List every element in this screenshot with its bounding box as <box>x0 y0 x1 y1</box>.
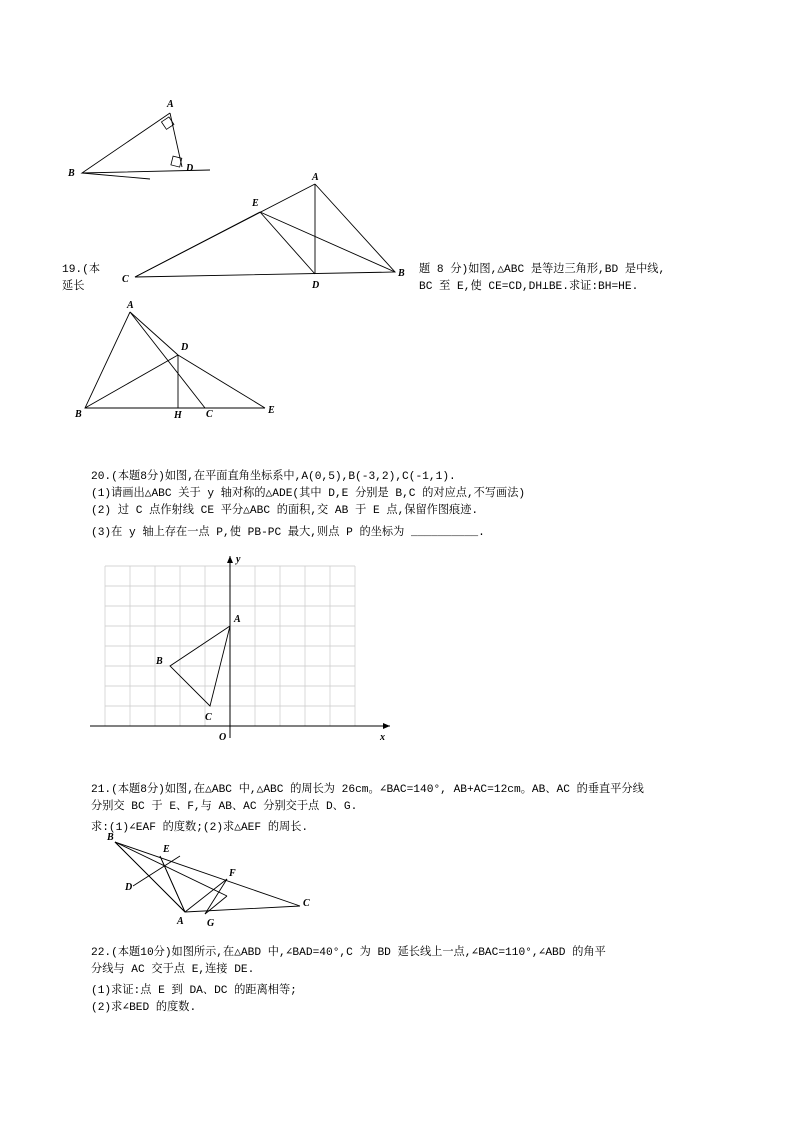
svg-text:y: y <box>236 554 241 565</box>
q20-line-4: (3)在 y 轴上存在一点 P,使 PB-PC 最大,则点 P 的坐标为 __________. <box>91 527 485 539</box>
q20-line-1: 20.(本题8分)如图,在平面直角坐标系中,A(0,5),B(-3,2),C(-1,1). <box>91 471 456 483</box>
svg-text:D: D <box>181 342 189 353</box>
svg-text:A: A <box>234 614 241 625</box>
svg-text:O: O <box>219 732 227 743</box>
figure-19c <box>75 300 295 420</box>
q22-line-4: (2)求∠BED 的度数. <box>91 1002 197 1014</box>
svg-text:A: A <box>312 172 319 183</box>
q19-number: 19.(本 <box>62 264 101 276</box>
svg-text:C: C <box>206 409 213 420</box>
svg-text:B: B <box>68 168 75 179</box>
svg-text:C: C <box>303 898 310 909</box>
q22-line-1: 22.(本题10分)如图所示,在△ABD 中,∠BAD=40°,C 为 BD 延长线上一点,∠BAC=110°,∠ABD 的角平 <box>91 947 606 959</box>
q19-body-line2: BC 至 E,使 CE=CD,DH⊥BE.求证:BH=HE. <box>419 281 639 293</box>
q21-line-2: 分别交 BC 于 E、F,与 AB、AC 分别交于点 D、G. <box>91 801 358 813</box>
svg-text:B: B <box>107 832 114 843</box>
svg-text:C: C <box>122 274 129 285</box>
q19-body-line1: 题 8 分)如图,△ABC 是等边三角形,BD 是中线, <box>419 264 666 276</box>
svg-text:D: D <box>312 280 320 291</box>
q21-line-3: 求:(1)∠EAF 的度数;(2)求△AEF 的周长. <box>91 822 309 834</box>
q19-cont: 延长 <box>62 281 85 293</box>
svg-text:E: E <box>252 198 259 209</box>
svg-text:E: E <box>163 844 170 855</box>
svg-text:x: x <box>380 732 385 743</box>
q22-line-3: (1)求证:点 E 到 DA、DC 的距离相等; <box>91 985 297 997</box>
svg-text:A: A <box>177 916 184 927</box>
q22-line-2: 分线与 AC 交于点 E,连接 DE. <box>91 964 255 976</box>
figure-21 <box>105 834 335 929</box>
svg-text:A: A <box>167 99 174 110</box>
svg-text:D: D <box>125 882 133 893</box>
q20-line-2: (1)请画出△ABC 关于 y 轴对称的△ADE(其中 D,E 分别是 B,C 的对应点,不写画法) <box>91 488 526 500</box>
svg-text:F: F <box>229 868 236 879</box>
q21-line-1: 21.(本题8分)如图,在△ABC 中,△ABC 的周长为 26cm。∠BAC=140°, AB+AC=12cm。AB、AC 的垂直平分线 <box>91 784 644 796</box>
q20-line-3: (2) 过 C 点作射线 CE 平分△ABC 的面积,交 AB 于 E 点,保留作图痕迹. <box>91 505 479 517</box>
figure-20-coordinate-plane <box>80 548 410 748</box>
figure-19b <box>110 172 410 292</box>
svg-text:B: B <box>75 409 82 420</box>
svg-text:E: E <box>268 405 275 416</box>
svg-text:A: A <box>127 300 134 311</box>
svg-text:C: C <box>205 712 212 723</box>
svg-text:G: G <box>207 918 215 929</box>
svg-text:H: H <box>174 410 182 421</box>
svg-text:B: B <box>156 656 163 667</box>
svg-text:D: D <box>186 163 194 174</box>
svg-text:B: B <box>398 268 405 279</box>
